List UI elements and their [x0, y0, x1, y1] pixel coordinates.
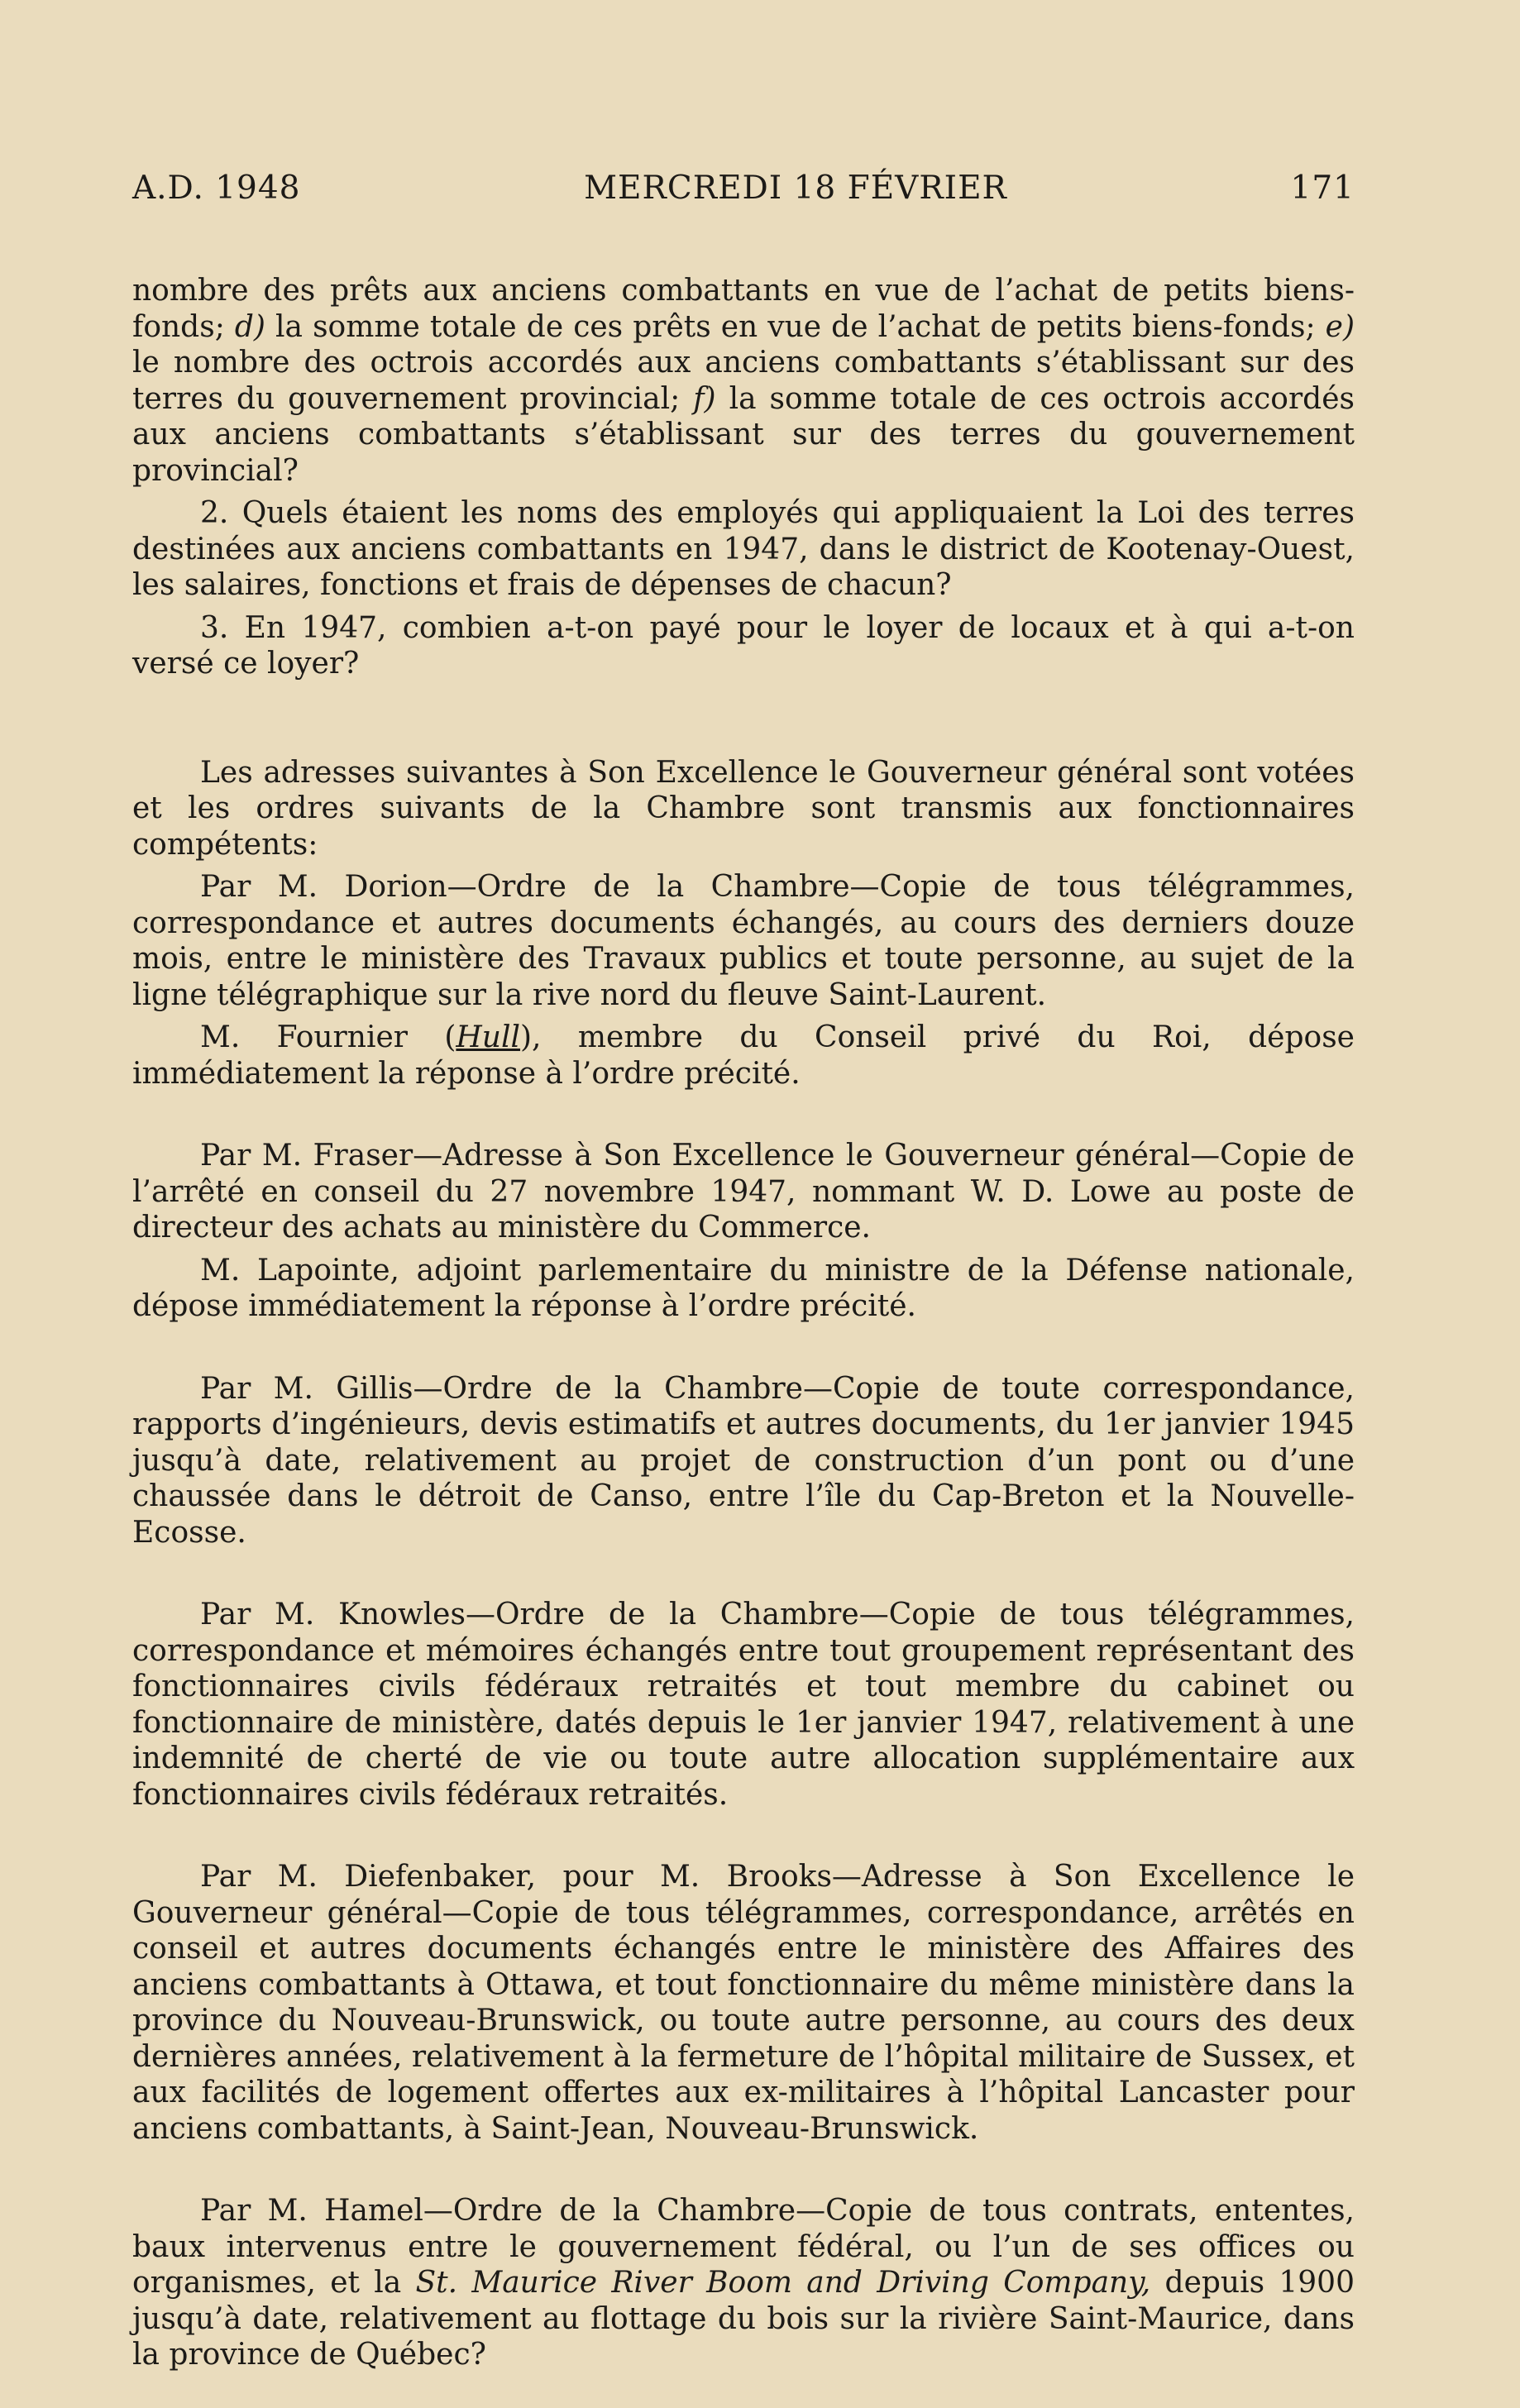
paragraph-adresses: Les adresses suivantes à Son Excellence le Gouverneur général sont votées et les ordres suivants de la Chambre sont transmis aux fonctionnaires compétents: — [132, 755, 1355, 862]
paragraph-hamel — [132, 2193, 1355, 2373]
text-run: la somme totale de ces prêts en vue de l’achat de petits biens-fonds; — [265, 309, 1326, 344]
header-year: A.D. 1948 — [132, 170, 301, 207]
paragraph-question-2: 2. Quels étaient les noms des employés qui appliquaient la Loi des terres destinées aux anciens combattants en 1947, dans le district de Kootenay-Ouest, les salaires, fonctions et frais de dépenses de chacun? — [132, 496, 1355, 602]
text-run-italic: e) — [1325, 309, 1355, 344]
text-run: la somme totale de ces octrois accordés aux anciens combattants s’établissant sur des terres du gouvernement provincial? — [132, 381, 1355, 488]
text-run-italic: f) — [693, 381, 716, 416]
text-run-italic: d) — [234, 309, 265, 344]
paragraph-fournier — [132, 1020, 1355, 1092]
text-run: ), membre du Conseil privé du Roi, dépose immédiatement la réponse à l’ordre précité. — [132, 1020, 1355, 1091]
paragraph-continuation — [132, 273, 1355, 489]
text-run: M. Fournier ( — [200, 1020, 456, 1054]
page-header — [132, 170, 1355, 207]
text-run: depuis 1900 jusqu’à date, relativement au flottage du bois sur la rivière Saint-Maurice, dans la province de Québec? — [132, 2266, 1355, 2372]
paragraph-knowles: Par M. Knowles—Ordre de la Chambre—Copie de tous télégrammes, correspondance et mémoires échangés entre tout groupement représentant des fonctionnaires civils fédéraux retraités et tout membre du cabinet ou fonctionnaire de ministère, datés depuis le 1er janvier 1947, relativement à une indemnité de cherté de vie ou toute autre allocation supplémentaire aux fonctionnaires civils fédéraux retraités. — [132, 1598, 1355, 1812]
header-date: MERCREDI 18 FÉVRIER — [584, 170, 1007, 207]
paragraph-question-3: 3. En 1947, combien a-t-on payé pour le loyer de locaux et à qui a-t-on versé ce loyer? — [132, 610, 1355, 681]
text-run-italic: St. Maurice River Boom and Driving Company, — [415, 2266, 1151, 2300]
paragraph-diefenbaker: Par M. Diefenbaker, pour M. Brooks—Adresse à Son Excellence le Gouverneur général—Copie de tous télégrammes, correspondance, arrêtés en conseil et autres documents échangés entre le ministère des Affaires des anciens combattants à Ottawa, et tout fonctionnaire du même ministère dans la province du Nouveau-Brunswick, ou toute autre personne, au cours des deux dernières années, relativement à la fermeture de l’hôpital militaire de Sussex, et aux facilités de logement offertes aux ex-militaires à l’hôpital Lancaster pour anciens combattants, à Saint-Jean, Nouveau-Brunswick. — [132, 1860, 1355, 2146]
paragraph-lapointe: M. Lapointe, adjoint parlementaire du ministre de la Défense nationale, dépose immédiatement la réponse à l’ordre précité. — [132, 1253, 1355, 1323]
page-number: 171 — [1290, 170, 1355, 207]
text-run: nombre des prêts aux anciens combattants en vue de l’achat de petits biens-fonds; — [132, 274, 1355, 344]
paragraph-fraser: Par M. Fraser—Adresse à Son Excellence le Gouverneur général—Copie de l’arrêté en conseil du 27 novembre 1947, nommant W. D. Lowe au poste de directeur des achats au ministère du Commerce. — [132, 1139, 1355, 1245]
text-run: le nombre des octrois accordés aux anciens combattants s’établissant sur des terres du gouvernement provincial; — [132, 346, 1355, 416]
paragraph-dorion: Par M. Dorion—Ordre de la Chambre—Copie de tous télégrammes, correspondance et autres documents échangés, au cours des derniers douze mois, entre le ministère des Travaux publics et toute personne, au sujet de la ligne télégraphique sur la rive nord du fleuve Saint-Laurent. — [132, 870, 1355, 1012]
text-run: Par M. Hamel—Ordre de la Chambre—Copie de tous contrats, ententes, baux intervenus entre le gouvernement fédéral, ou l’un de ses offices ou organismes, et la — [132, 2194, 1355, 2300]
paragraph-gillis: Par M. Gillis—Ordre de la Chambre—Copie de toute correspondance, rapports d’ingénieurs, devis estimatifs et autres documents, du 1er janvier 1945 jusqu’à date, relativement au projet de construction d’un pont ou d’une chaussée dans le détroit de Canso, entre l’île du Cap-Breton et la Nouvelle-Ecosse. — [132, 1371, 1355, 1550]
text-run-italic: Hull — [456, 1020, 521, 1054]
